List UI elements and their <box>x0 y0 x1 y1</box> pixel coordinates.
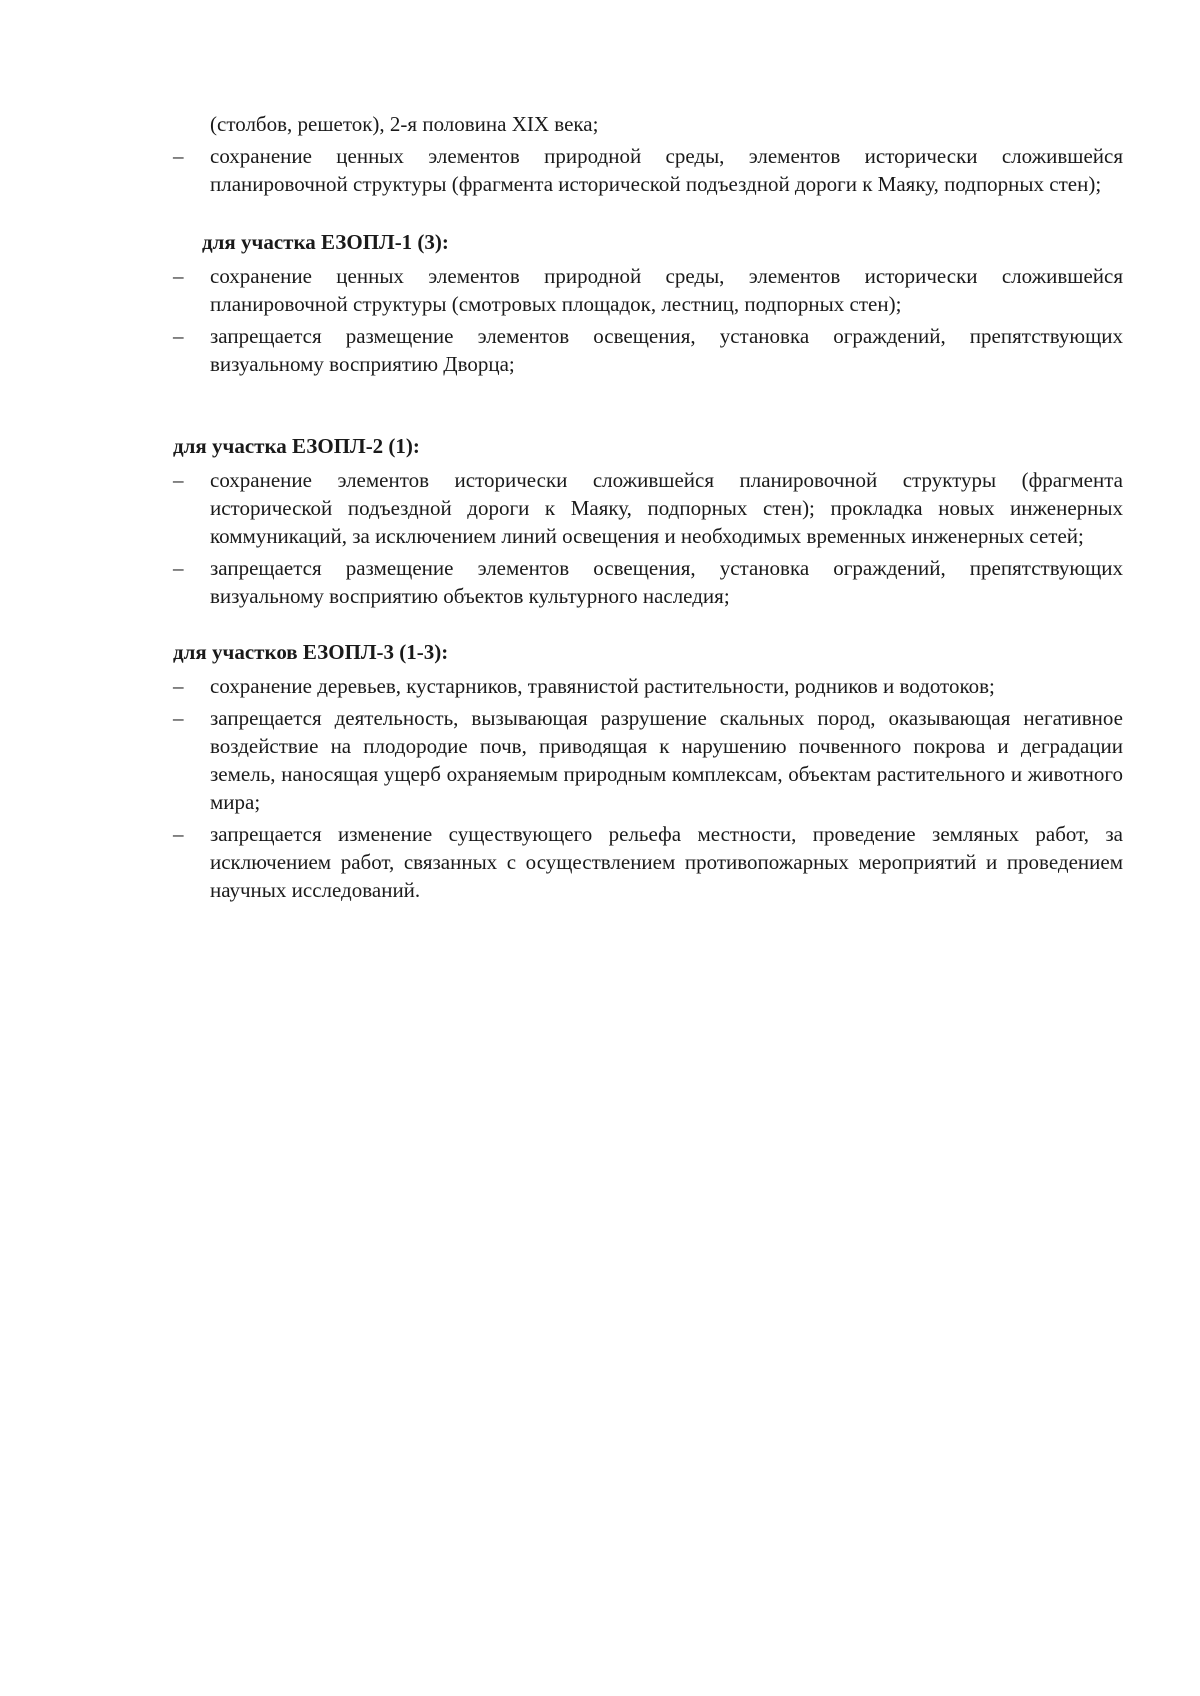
list-item <box>173 672 1123 700</box>
list-item <box>173 820 1123 904</box>
dash-bullet: – <box>173 468 184 492</box>
section-3-list <box>173 672 1123 904</box>
list-item-text: сохранение деревьев, кустарников, травянистой растительности, родников и водотоков; <box>210 674 995 698</box>
section-2-list <box>173 466 1123 610</box>
list-item-text: запрещается размещение элементов освещения, установка ограждений, препятствующих визуальному восприятию Дворца; <box>210 324 1123 376</box>
dash-bullet: – <box>173 706 184 730</box>
section-heading-ezopl-1: для участка ЕЗОПЛ-1 (3): <box>202 230 449 254</box>
section-1-list <box>173 262 1123 378</box>
section-0-list <box>173 142 1123 198</box>
list-item <box>173 142 1123 198</box>
list-item <box>173 322 1123 378</box>
list-item <box>173 262 1123 318</box>
list-item <box>173 554 1123 610</box>
list-item-text: запрещается размещение элементов освещения, установка ограждений, препятствующих визуальному восприятию объектов культурного наследия; <box>210 556 1123 608</box>
list-item-text: сохранение ценных элементов природной среды, элементов исторически сложившейся планировочной структуры (смотровых площадок, лестниц, подпорных стен); <box>210 264 1123 316</box>
document-body <box>173 110 1123 908</box>
list-item-text: сохранение ценных элементов природной среды, элементов исторически сложившейся планировочной структуры (фрагмента исторической подъездной дороги к Маяку, подпорных стен); <box>210 144 1123 196</box>
continuation-text: (столбов, решеток), 2-я половина XIX века; <box>210 112 599 136</box>
dash-bullet: – <box>173 144 184 168</box>
section-heading-ezopl-3: для участков ЕЗОПЛ-3 (1-3): <box>173 640 449 664</box>
dash-bullet: – <box>173 674 184 698</box>
list-item-text: запрещается деятельность, вызывающая разрушение скальных пород, оказывающая негативное воздействие на плодородие почв, приводящая к нарушению почвенного покрова и деградации земель, наносящая ущерб охраняемым природным комплексам, объектам растительного и животного мира; <box>210 706 1123 814</box>
dash-bullet: – <box>173 324 184 348</box>
dash-bullet: – <box>173 822 184 846</box>
list-item <box>173 466 1123 550</box>
list-item-text: запрещается изменение существующего рельефа местности, проведение земляных работ, за исключением работ, связанных с осуществлением противопожарных мероприятий и проведением научных исследований. <box>210 822 1123 902</box>
list-item-text: сохранение элементов исторически сложившейся планировочной структуры (фрагмента исторической подъездной дороги к Маяку, подпорных стен); прокладка новых инженерных коммуникаций, за исключением линий освещения и необходимых временных инженерных сетей; <box>210 468 1123 548</box>
list-item <box>173 704 1123 816</box>
dash-bullet: – <box>173 264 184 288</box>
dash-bullet: – <box>173 556 184 580</box>
section-heading-ezopl-2: для участка ЕЗОПЛ-2 (1): <box>173 434 420 458</box>
